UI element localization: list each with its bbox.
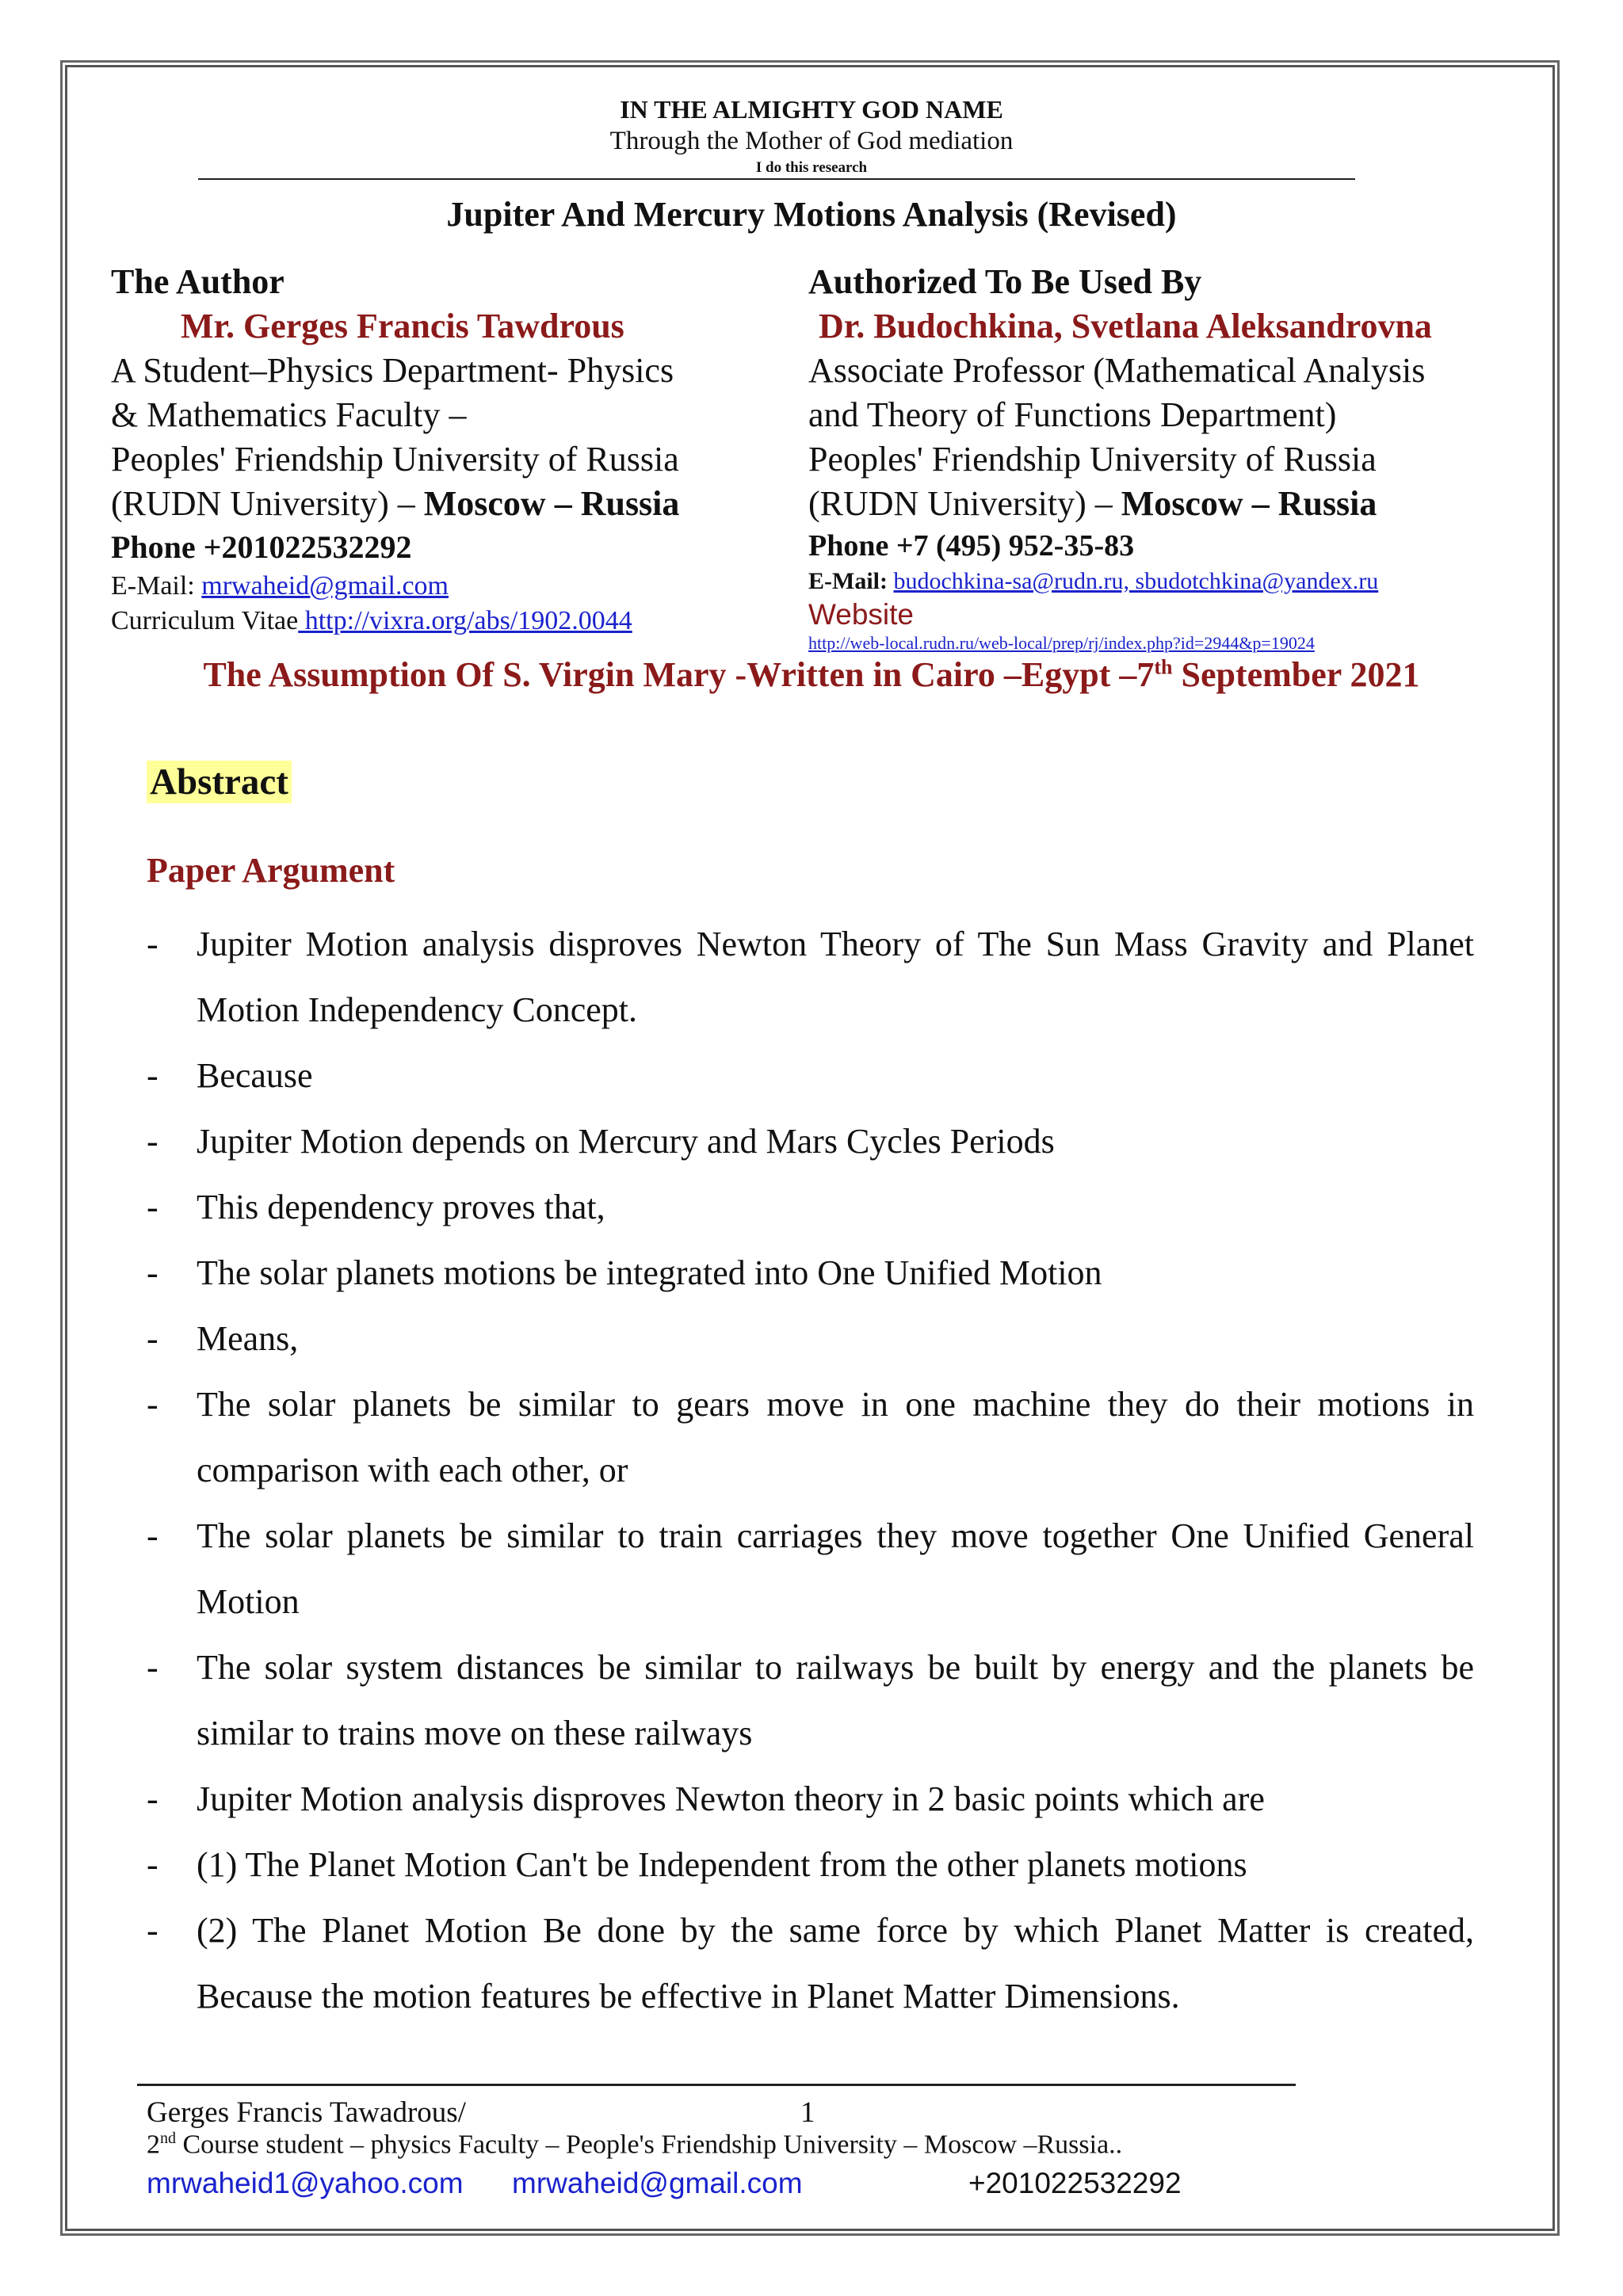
authorized-email-link[interactable]: budochkina-sa@rudn.ru, sbudotchkina@yandex.ru (893, 568, 1379, 594)
paper-title: Jupiter And Mercury Motions Analysis (Revised) (446, 195, 1177, 234)
bullet-dash: - (147, 1385, 158, 1424)
footer-rule (137, 2084, 1296, 2086)
argument-item (147, 1897, 1474, 2029)
author-block (111, 260, 769, 639)
argument-text: The solar planets motions be integrated into One Unified Motion (197, 1253, 1102, 1292)
footer-email-2[interactable]: mrwaheid@gmail.com (512, 2167, 803, 2199)
argument-text: Means, (197, 1319, 299, 1358)
footer-author: Gerges Francis Tawadrous/ (147, 2096, 466, 2129)
argument-text: This dependency proves that, (197, 1188, 605, 1226)
website-label: Website (808, 598, 914, 631)
bullet-dash: - (147, 1122, 158, 1161)
bullet-dash: - (147, 1648, 158, 1687)
footer-course (147, 2130, 1122, 2160)
abstract-subheading: Paper Argument (147, 851, 395, 890)
argument-item (147, 1634, 1474, 1766)
dateline-superscript: th (1154, 655, 1173, 679)
invocation: IN THE ALMIGHTY GOD NAME (620, 95, 1003, 124)
argument-item (147, 911, 1474, 1043)
bullet-dash: - (147, 1911, 158, 1950)
argument-list (147, 911, 1474, 2029)
argument-item (147, 1832, 1474, 1897)
author-email-link[interactable]: mrwaheid@gmail.com (201, 571, 449, 601)
bullet-dash: - (147, 1319, 158, 1358)
authorized-name: Dr. Budochkina, Svetlana Aleksandrovna (819, 307, 1432, 345)
author-heading: The Author (111, 262, 285, 301)
argument-text: The solar system distances be similar to railways be built by energy and the planets be similar to trains move on these railways (197, 1648, 1474, 1753)
mediation: Through the Mother of God mediation (609, 127, 1014, 155)
author-phone: Phone +201022532292 (111, 529, 412, 565)
footer-course-number: 2 (147, 2130, 160, 2160)
argument-item (147, 1371, 1474, 1503)
research-note: I do this research (755, 159, 868, 176)
website-link[interactable]: http://web-local.rudn.ru/web-local/prep/rj/index.php?id=2944&p=19024 (808, 633, 1315, 653)
footer-email-1[interactable]: mrwaheid1@yahoo.com (147, 2167, 464, 2199)
author-line1: A Student–Physics Department- Physics (111, 351, 674, 390)
abstract-heading: Abstract (147, 761, 292, 803)
footer-course-text: Course student – physics Faculty – People's Friendship University – Moscow –Russia.. (176, 2130, 1123, 2160)
authorized-email-line (808, 566, 1510, 597)
author-line2: & Mathematics Faculty – (111, 395, 467, 434)
argument-item (147, 1240, 1474, 1306)
argument-item (147, 1503, 1474, 1634)
bullet-dash: - (147, 1056, 158, 1095)
author-cv-link[interactable]: http://vixra.org/abs/1902.0044 (298, 606, 632, 635)
author-email-line (111, 569, 769, 604)
page-number: 1 (800, 2096, 815, 2129)
argument-item (147, 1108, 1474, 1174)
dateline (0, 654, 1623, 695)
argument-item (147, 1174, 1474, 1240)
footer-course-superscript: nd (160, 2130, 176, 2147)
bullet-dash: - (147, 1253, 158, 1292)
author-line4 (111, 482, 769, 526)
authorized-location: Moscow – Russia (1121, 484, 1377, 523)
authorized-line1: Associate Professor (Mathematical Analysis (808, 351, 1426, 390)
argument-text: Jupiter Motion depends on Mercury and Mars Cycles Periods (197, 1122, 1055, 1161)
argument-text: The solar planets be similar to train carriages they move together One Unified General Motion (197, 1516, 1474, 1621)
header-rule (198, 178, 1355, 180)
bullet-dash: - (147, 1516, 158, 1555)
dateline-date: September 2021 (1172, 655, 1420, 694)
author-cv-label: Curriculum Vitae (111, 606, 299, 635)
authorized-heading: Authorized To Be Used By (808, 262, 1202, 301)
authorized-line4 (808, 482, 1510, 526)
author-email-label: E-Mail: (111, 571, 202, 601)
authorized-email-label: E-Mail: (808, 568, 894, 594)
authorized-phone: Phone +7 (495) 952-35-83 (808, 529, 1135, 563)
author-line4-text: (RUDN University) – (111, 484, 424, 523)
dateline-text: The Assumption Of S. Virgin Mary -Written in Cairo –Egypt –7 (203, 655, 1155, 694)
argument-text: (2) The Planet Motion Be done by the same force by which Planet Matter is created, Because the motion features be effective in Planet Matter Dimensions. (197, 1911, 1474, 2016)
bullet-dash: - (147, 1188, 158, 1226)
footer-phone: +201022532292 (968, 2167, 1182, 2199)
author-name: Mr. Gerges Francis Tawdrous (181, 307, 624, 345)
author-location: Moscow – Russia (423, 484, 680, 523)
authorized-block (808, 260, 1510, 654)
bullet-dash: - (147, 1845, 158, 1884)
argument-item (147, 1306, 1474, 1371)
authorized-line2: and Theory of Functions Department) (808, 395, 1337, 434)
argument-text: Jupiter Motion analysis disproves Newton theory in 2 basic points which are (197, 1779, 1265, 1818)
argument-text: The solar planets be similar to gears move in one machine they do their motions in comparison with each other, or (197, 1385, 1474, 1489)
bullet-dash: - (147, 1779, 158, 1818)
author-line3: Peoples' Friendship University of Russia (111, 440, 679, 479)
authorized-line4-text: (RUDN University) – (808, 484, 1121, 523)
argument-item (147, 1766, 1474, 1832)
author-cv-line (111, 604, 769, 639)
argument-item (147, 1043, 1474, 1108)
argument-text: (1) The Planet Motion Can't be Independent from the other planets motions (197, 1845, 1247, 1884)
authorized-line3: Peoples' Friendship University of Russia (808, 440, 1377, 479)
bullet-dash: - (147, 925, 158, 963)
argument-text: Because (197, 1056, 313, 1095)
argument-text: Jupiter Motion analysis disproves Newton Theory of The Sun Mass Gravity and Planet Motion Independency Concept. (197, 925, 1474, 1029)
